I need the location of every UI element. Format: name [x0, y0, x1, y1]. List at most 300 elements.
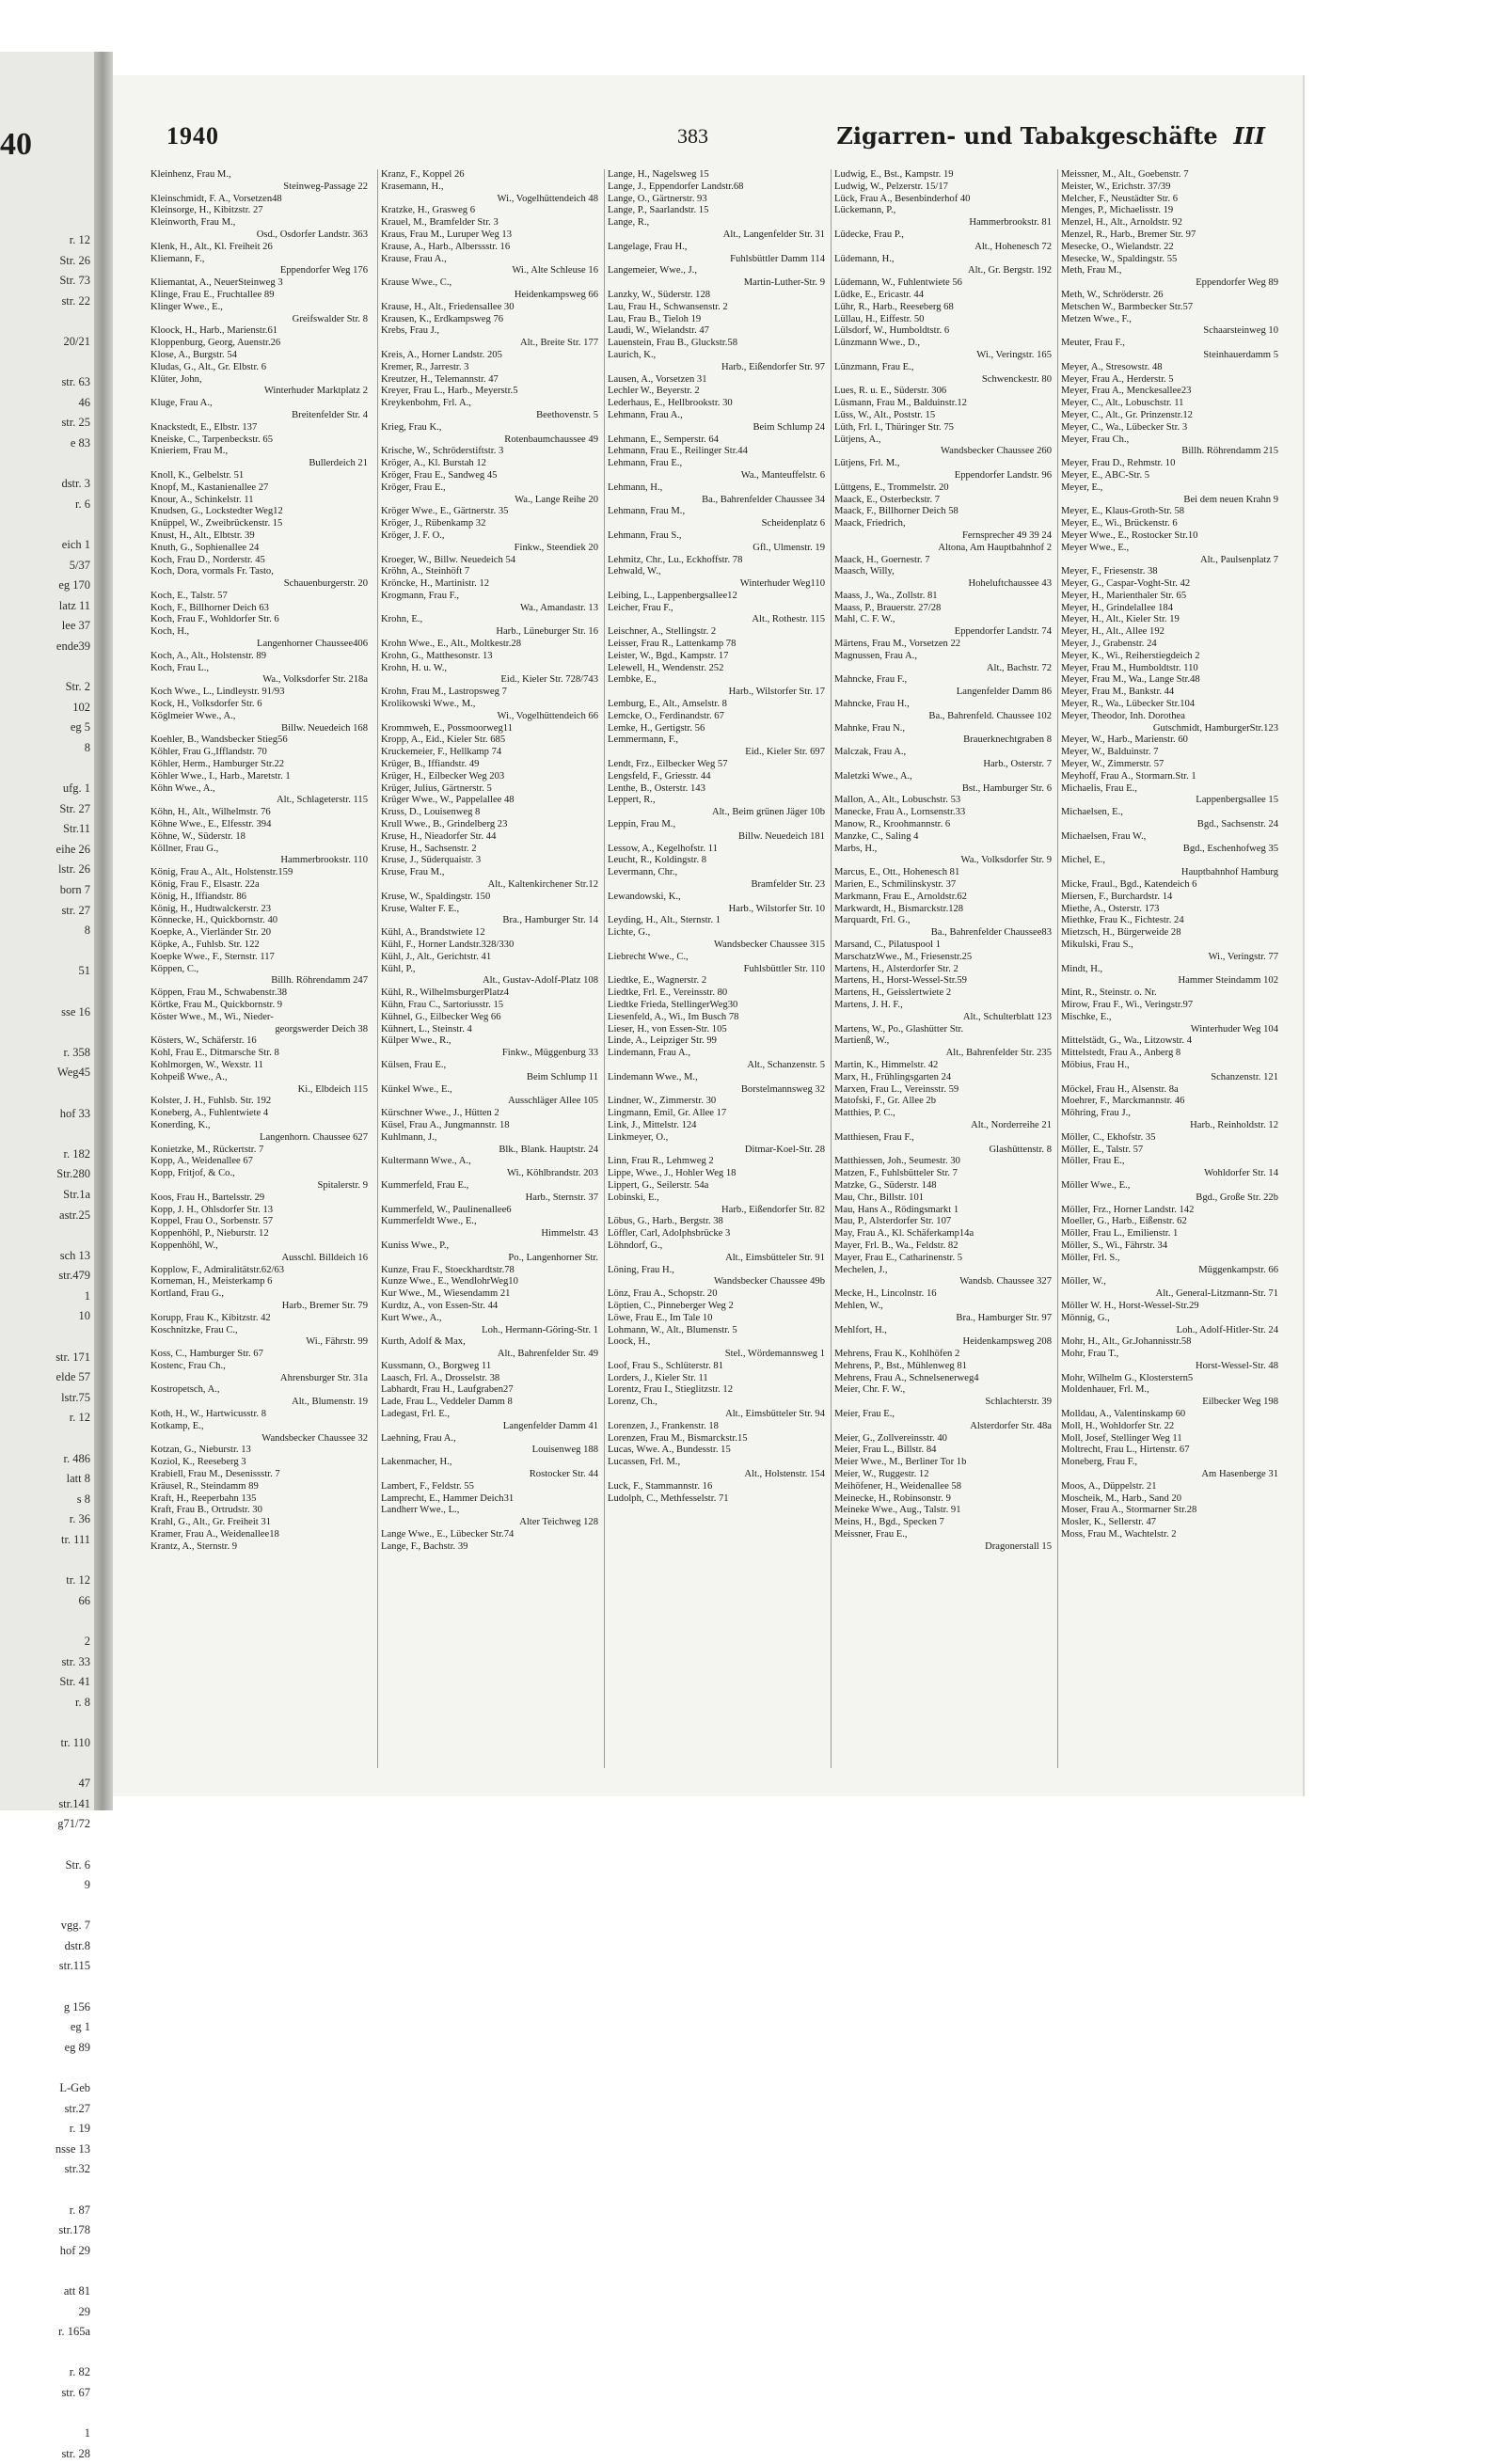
directory-entry: Moscheik, M., Harb., Sand 20: [1061, 1493, 1181, 1504]
directory-entry: Lütjens, Frl. M.,: [834, 458, 900, 469]
directory-entry: Möller Wwe., E.,: [1061, 1179, 1131, 1191]
directory-entry: Mosler, K., Sellerstr. 47: [1061, 1517, 1157, 1528]
directory-entry: Kurt Wwe., A.,: [381, 1312, 442, 1323]
directory-entry-continuation: Hammerbrookstr. 81: [969, 217, 1052, 229]
facing-page-fragment: [0, 2261, 94, 2282]
directory-entry: Meyer, W., Harb., Marienstr. 60: [1061, 734, 1188, 746]
directory-entry: Möller, Frl. S.,: [1061, 1252, 1120, 1263]
directory-entry: Kraus, Frau M., Luruper Weg 13: [381, 229, 512, 240]
directory-entry: Maass, P., Brauerstr. 27/28: [834, 602, 942, 613]
directory-entry: Koppenhöhl, W.,: [150, 1240, 218, 1251]
directory-entry: Kräusel, R., Steindamm 89: [150, 1480, 259, 1492]
directory-entry-continuation: Billw. Neuedeich 181: [738, 830, 825, 842]
directory-entry: Marquardt, Frl. G.,: [834, 915, 911, 926]
directory-entry: Kühn, Frau C., Sartoriusstr. 15: [381, 999, 504, 1010]
directory-entry-continuation: Loh., Hermann-Göring-Str. 1: [482, 1324, 598, 1335]
directory-entry: Loock, H.,: [608, 1336, 651, 1348]
directory-entry: Kröger, Frau E.,: [381, 482, 446, 493]
directory-entry-continuation: Alt., Bahrenfelder Str. 49: [497, 1349, 598, 1360]
directory-entry: Lange, F., Bachstr. 39: [381, 1540, 468, 1552]
directory-entry: Meyer, W., Zimmerstr. 57: [1061, 759, 1164, 770]
directory-entry: Kohlmorgen, W., Wexstr. 11: [150, 1059, 263, 1070]
directory-entry: Meuter, Frau F.,: [1061, 338, 1125, 349]
directory-entry-continuation: Beim Schlump 24: [752, 421, 825, 433]
facing-page-fragment: str.27: [64, 2101, 90, 2115]
directory-entry: Kratzke, H., Grasweg 6: [381, 205, 476, 216]
directory-entry-continuation: Alt., Gustav-Adolf-Platz 108: [483, 975, 598, 987]
directory-entry: Korneman, H., Meisterkamp 6: [150, 1276, 273, 1287]
directory-entry: Krommweh, E., Possmoorweg11: [381, 722, 513, 734]
directory-entry: Moeller, G., Harb., Eißenstr. 62: [1061, 1216, 1187, 1227]
directory-entry: Lucas, Wwe. A., Bundesstr. 15: [608, 1445, 731, 1456]
directory-entry: Krohn, E.,: [381, 614, 423, 625]
directory-entry: Kröhn, A., Steinhöft 7: [381, 566, 470, 577]
directory-entry: Lemcke, O., Ferdinandstr. 67: [608, 710, 724, 721]
directory-entry: Koch, Dora, vormals Fr. Tasto,: [150, 566, 274, 577]
facing-page-fragment: [0, 1551, 94, 1572]
directory-entry: Luck, F., Stammannstr. 16: [608, 1480, 713, 1492]
directory-entry-continuation: Spitalerstr. 9: [317, 1179, 368, 1191]
directory-entry: Krull Wwe., B., Grindelberg 23: [381, 819, 508, 830]
directory-entry: Krohn Wwe., E., Alt., Moltkestr.28: [381, 639, 521, 650]
directory-entry: Lehmann, H.,: [608, 482, 663, 493]
directory-entry: Linde, A., Leipziger Str. 99: [608, 1035, 717, 1047]
directory-entry: Matzen, F., Fuhlsbütteler Str. 7: [834, 1168, 958, 1179]
directory-entry-continuation: Beethovenstr. 5: [536, 409, 598, 420]
directory-entry: Lamprecht, E., Hammer Deich31: [381, 1493, 515, 1504]
facing-page-fragment: [0, 1327, 94, 1348]
directory-entry: Kultermann Wwe., A.,: [381, 1156, 471, 1167]
directory-entry: Möller W. H., Horst-Wessel-Str.29: [1061, 1300, 1199, 1311]
directory-column-1: [150, 169, 370, 1768]
directory-entry: Kortland, Frau G.,: [150, 1288, 224, 1300]
directory-entry: Kröger, J., Rübenkamp 32: [381, 518, 486, 529]
directory-entry-continuation: Wandsbecker Chaussee 315: [714, 940, 825, 950]
directory-entry: Koziol, K., Reeseberg 3: [150, 1457, 246, 1468]
directory-entry: Knüppel, W., Zweibrückenstr. 15: [150, 518, 283, 529]
directory-entry: Martens, W., Po., Glashütter Str.: [834, 1023, 964, 1035]
directory-entry: Koth, H., W., Hartwicusstr. 8: [150, 1409, 267, 1420]
directory-entry: Koepke, A., Vierländer Str. 20: [150, 927, 272, 939]
directory-entry: Meier, Frau L., Billstr. 84: [834, 1445, 937, 1456]
facing-page-fragment: lee 37: [61, 619, 90, 633]
facing-page-fragment: r. 12: [69, 1411, 90, 1425]
directory-entry-continuation: Alter Teichweg 128: [519, 1517, 598, 1528]
directory-entry: Lausen, A., Vorsetzen 31: [608, 373, 707, 385]
facing-page-fragment: elde 57: [55, 1370, 90, 1384]
directory-entry: Liedtke, Frl. E., Vereinsstr. 80: [608, 987, 728, 999]
directory-entry: Kröger, Frau E., Sandweg 45: [381, 469, 498, 481]
facing-page-fragment: dstr.8: [64, 1938, 90, 1952]
directory-entry-continuation: Harb., Wilstorfer Str. 10: [728, 903, 825, 914]
directory-entry-continuation: Brauerknechtgraben 8: [963, 734, 1052, 746]
directory-entry: Kleinhenz, Frau M.,: [150, 169, 231, 180]
directory-entry: Kruse, Walter F. E.,: [381, 903, 460, 914]
directory-entry: Link, J., Mittelstr. 124: [608, 1119, 697, 1130]
directory-entry-continuation: Martin-Luther-Str. 9: [743, 277, 825, 289]
directory-entry: Kummerfeldt Wwe., E.,: [381, 1216, 477, 1227]
facing-page-fragment: Str. 73: [59, 274, 90, 288]
facing-page-fragment: 51: [78, 964, 90, 978]
directory-entry: Meyer, Frau Ch.,: [1061, 434, 1130, 445]
directory-entry: Krüger Wwe., W., Pappelallee 48: [381, 795, 515, 806]
facing-page-fragment: r. 182: [63, 1146, 90, 1161]
facing-page-fragment: [0, 1429, 94, 1449]
directory-entry: Mönnig, G.,: [1061, 1312, 1110, 1323]
directory-entry-continuation: Alt., Holstenstr. 154: [744, 1469, 825, 1480]
facing-page-fragment: str. 27: [61, 903, 90, 917]
facing-page-fragment: [0, 982, 94, 1003]
directory-entry-continuation: Wi., Alte Schleuse 16: [512, 265, 598, 276]
directory-entry: MarschatzWwe., M., Friesenstr.25: [834, 951, 973, 962]
directory-entry: Mehrens, Frau A., Schnelsenerweg4: [834, 1372, 979, 1383]
directory-entry: Mehlen, W.,: [834, 1300, 883, 1311]
directory-entry: Matthiesen, Frau F.,: [834, 1131, 914, 1143]
facing-page-fragment: Str.1a: [63, 1187, 90, 1201]
facing-page-fragment: r. 82: [69, 2365, 90, 2379]
directory-entry: Koepke Wwe., F., Sternstr. 117: [150, 951, 275, 962]
directory-entry: Kröger, J. F. O.,: [381, 529, 445, 541]
facing-page-fragment: eg 89: [64, 2040, 90, 2054]
directory-entry: Meinecke, H., Robinsonstr. 9: [834, 1493, 951, 1504]
directory-entry: Köhne, W., Süderstr. 18: [150, 830, 246, 842]
directory-entry: Lanzky, W., Süderstr. 128: [608, 289, 711, 300]
directory-entry: Kremer, R., Jarrestr. 3: [381, 361, 469, 372]
directory-entry: Kluge, Frau A.,: [150, 398, 213, 409]
directory-entry: Meyer, Frau M., Bankstr. 44: [1061, 687, 1175, 698]
directory-entry: Knudsen, G., Lockstedter Weg12: [150, 506, 283, 517]
facing-page-fragment: str.178: [58, 2223, 90, 2237]
directory-entry: Meyer Wwe., E.,: [1061, 542, 1130, 553]
directory-entry: Mechelen, J.,: [834, 1264, 888, 1275]
facing-page-fragment: str. 25: [61, 416, 90, 430]
directory-entry-continuation: Billh. Röhrendamm 215: [1181, 446, 1278, 457]
directory-entry: Meyer, E., Klaus-Groth-Str. 58: [1061, 506, 1185, 517]
facing-page-fragment: str. 63: [61, 375, 90, 389]
directory-entry: König, Frau A., Alt., Holstenstr.159: [150, 867, 293, 878]
directory-entry-continuation: Wi., Vogelhüttendeich 66: [497, 710, 598, 721]
directory-entry: Miethe, A., Osterstr. 173: [1061, 903, 1160, 914]
facing-page-fragment: g 156: [63, 1999, 90, 2014]
directory-entry: Kopp, Fritjof, & Co.,: [150, 1168, 235, 1179]
directory-entry-continuation: Am Hasenberge 31: [1201, 1469, 1278, 1480]
directory-entry: Möller, C., Ekhofstr. 35: [1061, 1131, 1156, 1143]
facing-page-fragment: sch 13: [59, 1248, 90, 1262]
directory-entry: Koppel, Frau O., Sorbenstr. 57: [150, 1216, 274, 1227]
facing-page-fragment: [0, 1896, 94, 1917]
facing-page-fragment: latt 8: [66, 1472, 90, 1486]
facing-page-fragment: str.32: [64, 2162, 90, 2176]
directory-entry: Loof, Frau S., Schlüterstr. 81: [608, 1360, 723, 1371]
directory-entry-continuation: Wohldorfer Str. 14: [1204, 1168, 1278, 1179]
directory-entry: Martin, K., Himmelstr. 42: [834, 1059, 939, 1070]
directory-entry: Miersen, F., Burchardstr. 14: [1061, 891, 1173, 902]
directory-entry: Kropp, A., Eid., Kieler Str. 685: [381, 734, 506, 746]
facing-page-fragment: Str. 2: [65, 680, 90, 694]
directory-entry: Lange, J., Eppendorfer Landstr.68: [608, 181, 744, 192]
directory-entry: Meyer, A., Stresowstr. 48: [1061, 361, 1163, 372]
directory-entry-continuation: Wi., Fährstr. 99: [306, 1336, 368, 1348]
facing-page-fragment: 2: [84, 1634, 90, 1648]
directory-entry: Lüth, Frl. I., Thüringer Str. 75: [834, 421, 954, 433]
directory-entry: Kraft, H., Reeperbahn 135: [150, 1493, 257, 1504]
directory-entry: Maass, J., Wa., Zollstr. 81: [834, 590, 938, 601]
directory-entry: Lorenzen, J., Frankenstr. 18: [608, 1420, 719, 1431]
facing-page-fragment: lstr.75: [61, 1390, 90, 1404]
directory-entry: Lüdke, E., Ericastr. 44: [834, 289, 925, 300]
facing-page-fragment: dstr. 3: [61, 477, 90, 491]
directory-entry: Mau, P., Alsterdorfer Str. 107: [834, 1216, 952, 1227]
directory-entry: Köhn, H., Alt., Wilhelmstr. 76: [150, 807, 271, 818]
facing-page-fragment: str.115: [58, 1959, 90, 1973]
directory-entry-continuation: Harb., Eißendorfer Str. 82: [721, 1204, 825, 1215]
directory-entry: Lindemann Wwe., M.,: [608, 1071, 698, 1082]
directory-entry: Leibing, L., Lappenbergsallee12: [608, 590, 737, 601]
directory-entry: Ludolph, C., Methfesselstr. 71: [608, 1493, 729, 1504]
facing-page-fragment: born 7: [59, 883, 90, 896]
directory-entry: Kroeger, W., Billw. Neuedeich 54: [381, 554, 516, 565]
directory-entry: Lünzmann Wwe., D.,: [834, 338, 921, 349]
directory-entry: Mehrens, Frau K., Kohlhöfen 2: [834, 1349, 960, 1360]
facing-page-fragment: str.141: [58, 1796, 90, 1810]
facing-page-fragment: lstr. 26: [57, 862, 90, 877]
directory-entry: Mahncke, Frau F.,: [834, 674, 908, 686]
directory-entry-continuation: Langenfelder Damm 86: [956, 687, 1052, 698]
facing-page-fragment: [0, 1835, 94, 1856]
directory-entry-continuation: Müggenkampstr. 66: [1198, 1264, 1278, 1275]
directory-entry: Lechler W., Beyerstr. 2: [608, 386, 700, 397]
directory-entry-continuation: Winterhuder Marktplatz 2: [263, 386, 368, 397]
directory-entry: Marxen, Frau L., Vereinsstr. 59: [834, 1083, 959, 1095]
directory-entry: Meier, G., Zollvereinsstr. 40: [834, 1432, 947, 1444]
facing-page-fragment: ufg. 1: [62, 782, 90, 796]
directory-entry: Lippe, Wwe., J., Hohler Weg 18: [608, 1168, 737, 1179]
directory-entry: Leischner, A., Stellingstr. 2: [608, 626, 717, 638]
facing-page-fragment: [0, 514, 94, 535]
directory-entry: Mohr, Frau T.,: [1061, 1349, 1119, 1360]
directory-entry-continuation: Osd., Osdorfer Landstr. 363: [256, 229, 368, 240]
directory-entry-continuation: Ahrensburger Str. 31a: [279, 1372, 368, 1383]
directory-entry-continuation: Gfl., Ulmenstr. 19: [752, 542, 825, 553]
directory-entry: Knoll, K., Gelbelstr. 51: [150, 469, 245, 481]
facing-page-fragment: 20/21: [63, 334, 90, 348]
directory-entry: Liesenfeld, A., Wi., Im Busch 78: [608, 1011, 739, 1022]
directory-entry: Meissner, M., Alt., Goebenstr. 7: [1061, 169, 1189, 180]
directory-entry: Koch, F., Billhorner Deich 63: [150, 602, 269, 613]
directory-entry: Lendt, Frz., Eilbecker Weg 57: [608, 759, 728, 770]
directory-entry: Martens, H., Horst-Wessel-Str.59: [834, 975, 967, 987]
facing-page-fragment: 8: [84, 924, 90, 938]
facing-page-fragment: r. 486: [63, 1451, 90, 1465]
facing-page-fragment: str.479: [58, 1269, 90, 1283]
facing-page-fragment: r. 19: [69, 2122, 90, 2136]
directory-entry: Metzen Wwe., F.,: [1061, 313, 1132, 324]
directory-entry: Korupp, Frau K., Kibitzstr. 42: [150, 1312, 271, 1323]
directory-entry: Krause Wwe., C.,: [381, 277, 452, 289]
directory-entry: Löning, Frau H.,: [608, 1264, 674, 1275]
directory-entry: Kranz, F., Koppel 26: [381, 169, 465, 180]
directory-entry: Koch, Frau F., Wohldorfer Str. 6: [150, 614, 279, 625]
directory-entry: Lade, Frau L., Veddeler Damm 8: [381, 1397, 513, 1408]
directory-entry: Moltrecht, Frau L., Hirtenstr. 67: [1061, 1445, 1190, 1456]
directory-entry-continuation: Alt., Rothestr. 115: [752, 614, 825, 625]
directory-entry: Mikulski, Frau S.,: [1061, 940, 1133, 950]
directory-entry: Markwardt, H., Bismarckstr.128: [834, 903, 964, 914]
directory-entry-continuation: Fernsprecher 49 39 24: [961, 529, 1052, 541]
directory-entry: Löhndorf, G.,: [608, 1240, 663, 1251]
facing-page-fragment: [0, 1713, 94, 1733]
directory-entry: Meyer, H., Grindelallee 184: [1061, 602, 1174, 613]
directory-entry: Mietzsch, H., Bürgerweide 28: [1061, 927, 1181, 939]
directory-entry: Krasemann, H.,: [381, 181, 444, 192]
directory-entry-continuation: Langenhorn. Chaussee 627: [259, 1131, 368, 1143]
directory-entry: Martens, H., Alsterdorfer Str. 2: [834, 963, 958, 974]
directory-entry: Kreykenbohm, Frl. A.,: [381, 398, 471, 409]
directory-entry: Meyer, Frau A., Menckesallee23: [1061, 386, 1192, 397]
page-year: 1940: [166, 122, 219, 150]
directory-entry: Lehmitz, Chr., Lu., Eckhoffstr. 78: [608, 554, 743, 565]
directory-entry: Krantz, A., Sternstr. 9: [150, 1540, 238, 1552]
directory-entry-continuation: Langenhorner Chaussee406: [257, 639, 368, 650]
directory-entry-continuation: Alt., Langenfelder Str. 31: [722, 229, 825, 240]
facing-page-fragment: r. 358: [63, 1045, 90, 1059]
directory-entry: Moser, Frau A., Stormarner Str.28: [1061, 1505, 1197, 1516]
directory-entry: Külsen, Frau E.,: [381, 1059, 447, 1070]
facing-page-fragment: [0, 2180, 94, 2201]
facing-page-text-fragments: [0, 230, 94, 2464]
facing-page-fragment: [0, 1977, 94, 1998]
directory-entry: Meyer, Frau A., Herderstr. 5: [1061, 373, 1174, 385]
directory-entry-continuation: Ba., Bahrenfelder Chaussee 34: [702, 494, 825, 505]
directory-entry: Meyer, C., Alt., Gr. Prinzenstr.12: [1061, 409, 1193, 420]
facing-page-fragment: r. 12: [69, 233, 90, 246]
directory-entry: Lauenstein, Frau B., Gluckstr.58: [608, 338, 737, 349]
directory-entry: Möller, S., Wi., Fährstr. 34: [1061, 1240, 1168, 1251]
directory-entry: Krohn, G., Matthesonstr. 13: [381, 650, 493, 661]
directory-entry: Kur Wwe., M., Wiesendamm 21: [381, 1288, 511, 1300]
directory-entry: Lemmermann, F.,: [608, 734, 679, 746]
directory-entry: Kurdtz, A., von Essen-Str. 44: [381, 1300, 499, 1311]
directory-entry: Lehwald, W.,: [608, 566, 661, 577]
directory-entry: Köhne Wwe., E., Elfesstr. 394: [150, 819, 272, 830]
directory-entry-continuation: Alt., Schanzenstr. 5: [747, 1059, 825, 1070]
directory-entry: Meyer, Theodor, Inh. Dorothea: [1061, 710, 1185, 721]
directory-entry: Kloppenburg, Georg, Auenstr.26: [150, 338, 281, 349]
directory-entry: Klenk, H., Alt., Kl. Freiheit 26: [150, 241, 273, 252]
directory-entry: Meyer, J., Grabenstr. 24: [1061, 639, 1157, 650]
directory-entry-continuation: Schanzenstr. 121: [1211, 1071, 1278, 1082]
directory-entry: Köhn Wwe., A.,: [150, 782, 215, 794]
directory-entry: Maack, H., Goernestr. 7: [834, 554, 930, 565]
directory-entry: Koch Wwe., L., Lindleystr. 91/93: [150, 687, 285, 698]
directory-entry-continuation: Alt., Eimsbütteler Str. 94: [725, 1409, 825, 1420]
directory-entry: Leister, W., Bgd., Kampstr. 17: [608, 650, 729, 661]
directory-entry: Mesecke, W., Spaldingstr. 55: [1061, 253, 1178, 264]
directory-entry: Ludwig, W., Pelzerstr. 15/17: [834, 181, 948, 192]
directory-entry-continuation: Langenfelder Damm 41: [502, 1420, 598, 1431]
facing-page-fragment: [0, 1022, 94, 1043]
directory-entry: Koppenhöhl, P., Nieburstr. 12: [150, 1228, 269, 1240]
directory-entry: Langemeier, Wwe., J.,: [608, 265, 697, 276]
directory-column-2: [377, 169, 600, 1768]
directory-entry: Lüttgens, E., Trommelstr. 20: [834, 482, 949, 493]
directory-entry: Kludas, G., Alt., Gr. Elbstr. 6: [150, 361, 267, 372]
directory-entry: Maack, Friedrich,: [834, 518, 906, 529]
facing-page-fragment: 1: [84, 1288, 90, 1303]
directory-entry: Kostropetsch, A.,: [150, 1384, 220, 1396]
directory-entry: Laehning, Frau A.,: [381, 1432, 456, 1444]
section-title-text: Zigarren- und Tabakgeschäfte: [836, 122, 1218, 150]
directory-entry: Knopf, M., Kastanienallee 27: [150, 482, 269, 493]
directory-entry: Menzel, H., Alt., Arnoldstr. 92: [1061, 217, 1182, 229]
directory-entry: Kruckemeier, F., Hellkamp 74: [381, 747, 502, 758]
directory-entry: Kramer, Frau A., Weidenallee18: [150, 1529, 279, 1540]
directory-entry-continuation: Harb., Bremer Str. 79: [281, 1300, 368, 1311]
directory-entry: Kruse, Frau M.,: [381, 867, 445, 878]
directory-entry: Kohl, Frau E., Ditmarsche Str. 8: [150, 1048, 279, 1059]
directory-entry: Martens, J. H. F.,: [834, 999, 903, 1010]
directory-entry: Konerding, K.,: [150, 1119, 211, 1130]
facing-page-fragment: hof 29: [59, 2243, 90, 2257]
facing-page-fragment: str. 67: [61, 2385, 90, 2399]
directory-entry: Lessow, A., Kegelhofstr. 11: [608, 843, 718, 854]
directory-entry: Leucht, R., Koldingstr. 8: [608, 855, 707, 866]
directory-entry: Meyer, G., Caspar-Voght-Str. 42: [1061, 578, 1191, 590]
directory-entry-continuation: Alt., Breite Str. 177: [520, 338, 598, 349]
facing-page-fragment: [0, 454, 94, 475]
directory-entry: Lakenmacher, H.,: [381, 1457, 452, 1468]
directory-entry: Knieriem, Frau M.,: [150, 446, 229, 457]
directory-entry: Marcus, E., Ott., Hohenesch 81: [834, 867, 960, 878]
directory-entry-continuation: Bramfelder Str. 23: [751, 879, 825, 891]
directory-entry: Knour, A., Schinkelstr. 11: [150, 494, 254, 505]
directory-entry-continuation: Wandsbecker Chaussee 260: [941, 446, 1052, 457]
directory-entry: Krolikowski Wwe., M.,: [381, 699, 476, 710]
directory-entry: Knackstedt, E., Elbstr. 137: [150, 421, 258, 433]
directory-entry: Kolster, J. H., Fuhlsb. Str. 192: [150, 1096, 272, 1107]
directory-entry-continuation: Lappenbergsallee 15: [1196, 795, 1278, 806]
section-title: [836, 122, 1265, 150]
directory-entry-continuation: Himmelstr. 43: [541, 1228, 598, 1240]
directory-entry-continuation: Wi., Veringstr. 77: [1208, 951, 1278, 962]
directory-entry: Meyer, Frau M., Wa., Lange Str.48: [1061, 674, 1200, 686]
directory-entry: Köhler, Herm., Hamburger Str.22: [150, 759, 285, 770]
directory-entry-continuation: Finkw., Steendiek 20: [514, 542, 598, 553]
directory-entry-continuation: Alt., Hohenesch 72: [974, 241, 1052, 252]
directory-entry: Lindemann, Frau A.,: [608, 1048, 690, 1059]
directory-entry-continuation: Eppendorfer Weg 176: [279, 265, 368, 276]
directory-entry-continuation: Schaarsteinweg 10: [1203, 325, 1278, 337]
facing-page-fragment: Str.280: [56, 1167, 90, 1181]
facing-page-fragment: r. 36: [69, 1512, 90, 1526]
directory-entry: Kloock, H., Harb., Marienstr.61: [150, 325, 278, 337]
directory-entry-continuation: Ditmar-Koel-Str. 28: [744, 1144, 825, 1155]
directory-entry-continuation: Wa., Lange Reihe 20: [515, 494, 598, 505]
directory-entry: Krüger, Julius, Gärtnerstr. 5: [381, 782, 492, 794]
directory-entry: Meyer, E.,: [1061, 482, 1103, 493]
directory-entry: Michaelsen, E.,: [1061, 807, 1123, 818]
facing-page-fragment: [0, 1083, 94, 1104]
directory-entry-continuation: Schauenburgerstr. 20: [283, 578, 368, 590]
directory-entry: Liebrecht Wwe., C.,: [608, 951, 689, 962]
facing-page-fragment: Weg45: [56, 1066, 90, 1080]
directory-entry: Märtens, Frau M., Vorsetzen 22: [834, 639, 961, 650]
directory-entry: Meier Wwe., M., Berliner Tor 1b: [834, 1457, 967, 1468]
directory-entry-continuation: Eid., Kieler Str. 697: [745, 747, 825, 758]
facing-page-fragment: [0, 1754, 94, 1775]
facing-page-fragment: 66: [78, 1593, 90, 1607]
directory-entry: Kopp, J. H., Ohlsdorfer Str. 13: [150, 1204, 274, 1215]
